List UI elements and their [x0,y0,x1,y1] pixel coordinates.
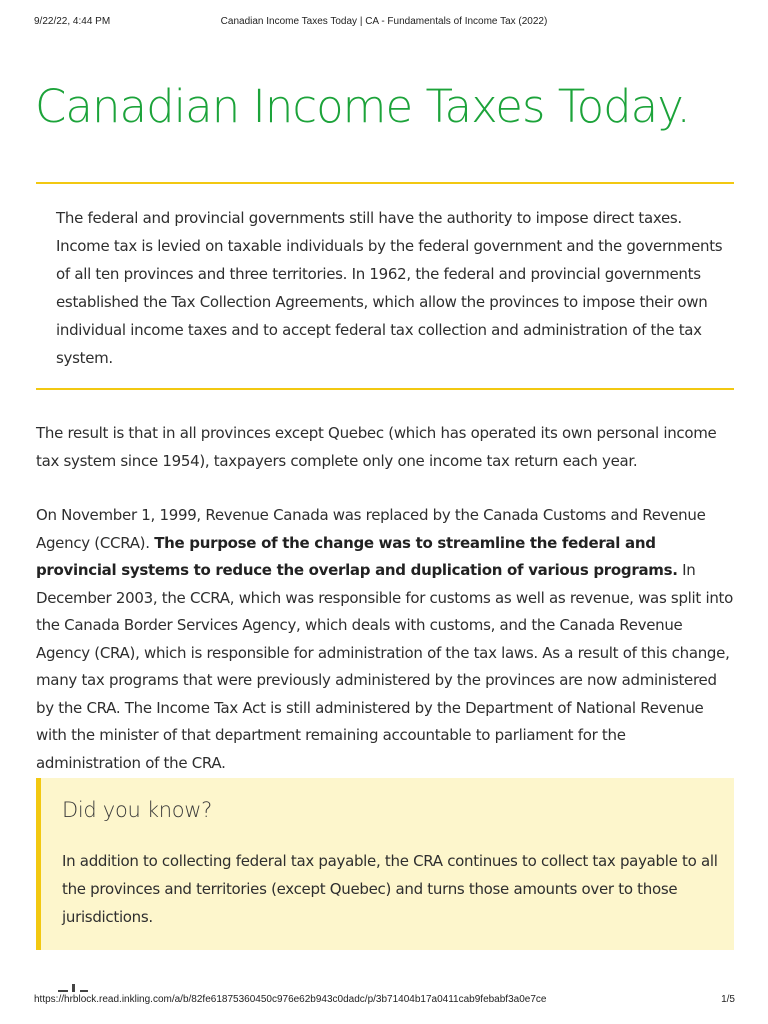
paragraph-2-emphasis: The purpose of the change was to streamline the federal and provincial systems to reduce the overlap and duplication of various programs. [36,533,678,579]
paragraph-2-rest: In December 2003, the CCRA, which was responsible for customs as well as revenue, was split into the Canada Border Services Agency, which deals with customs, and the Canada Revenue Agency (CRA), which is responsible for administration of the tax laws. As a result of this change, many tax programs that were previously administered by the provinces are now administered by the CRA. The Income Tax Act is still administered by the Department of National Revenue with the minister of that department remaining accountable to parliament for the administration of the CRA. [36,561,733,772]
print-footer [0,994,768,1010]
intro-bottom-divider [36,388,734,390]
callout-text: In addition to collecting federal tax payable, the CRA continues to collect tax payable to all the provinces and territories (except Quebec) and turns those amounts over to those jurisdictions. [62,852,718,926]
print-document-title: Canadian Income Taxes Today | CA - Fundamentals of Income Tax (2022) [220,16,548,27]
intro-paragraph: The federal and provincial governments still have the authority to impose direct taxes. Income tax is levied on taxable individuals by the federal government and the governments of all ten provinces and three territories. In 1962, the federal and provincial governments established the Tax Collection Agreements, which allow the provinces to impose their own individual income taxes and to accept federal tax collection and administration of the tax system. [56,209,723,367]
print-datetime: 9/22/22, 4:44 PM [34,16,111,27]
intro-top-divider [36,182,734,184]
page-title: Canadian Income Taxes Today. [35,80,690,133]
body-paragraph-2 [36,502,734,777]
did-you-know-callout [36,778,734,950]
print-url[interactable]: https://hrblock.read.inkling.com/a/b/82fe61875360450c976e62b943c0dadc/p/3b71404b17a0411cab9febabf3a0e7ce [34,994,547,1005]
print-page-number: 1/5 [721,994,735,1005]
print-header [0,16,768,32]
cut-off-heading-fragment [58,984,138,992]
body-paragraph-1: The result is that in all provinces except Quebec (which has operated its own personal income tax system since 1954), taxpayers complete only one income tax return each year. [36,424,717,470]
paragraph-2-lead: On November 1, 1999, Revenue Canada was replaced by the Canada Customs and Revenue Agency (CCRA). [36,506,706,552]
callout-title: Did you know? [62,798,213,822]
